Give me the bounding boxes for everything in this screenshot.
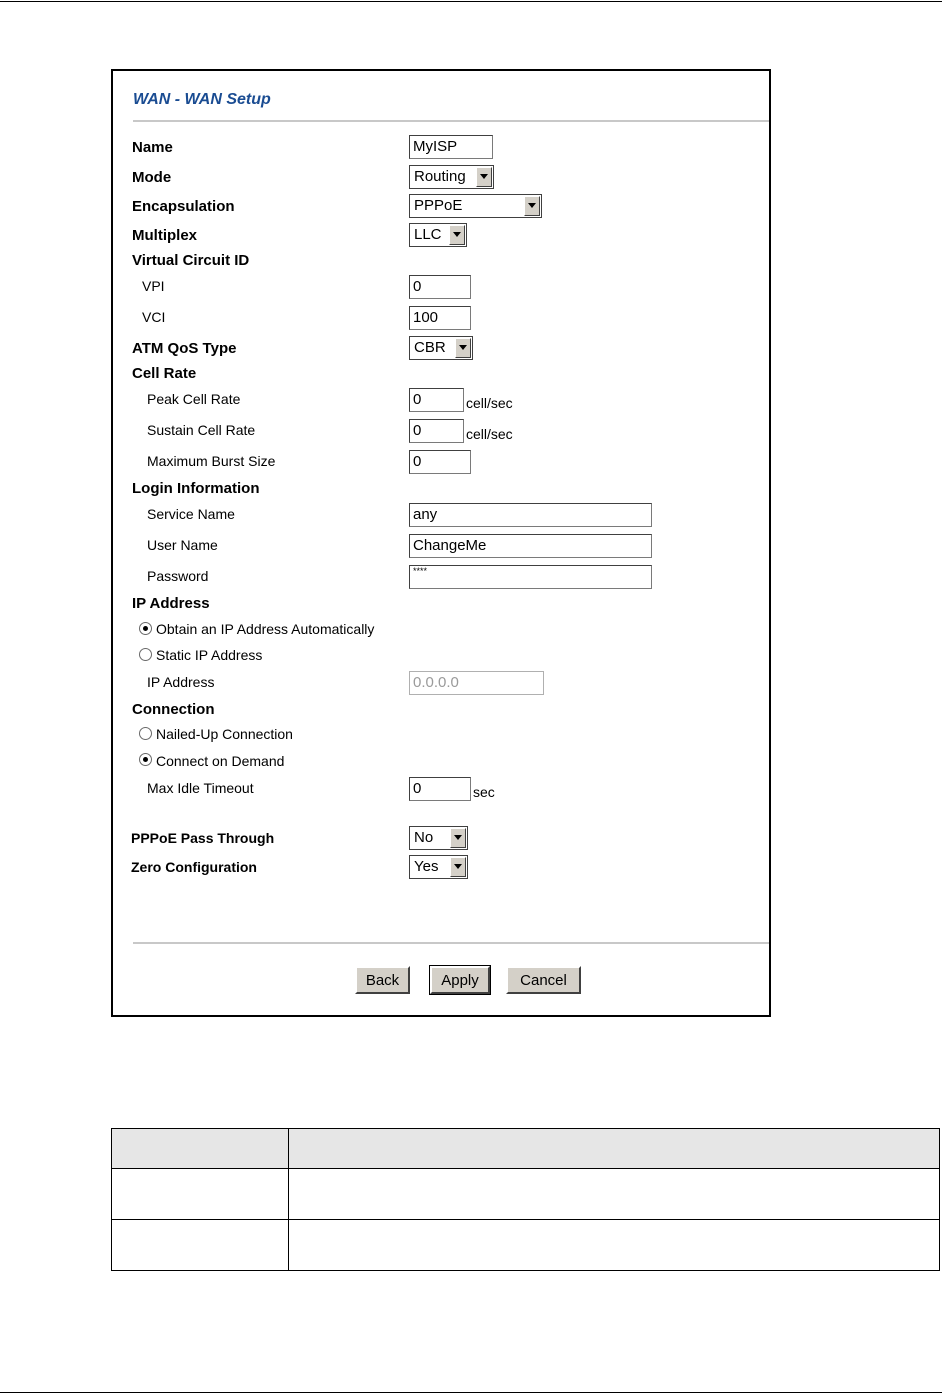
- login-information-heading: Login Information: [132, 480, 260, 497]
- maximum-burst-size-label: Maximum Burst Size: [147, 453, 276, 469]
- atm-qos-type-select[interactable]: [409, 336, 473, 360]
- chevron-down-icon: [450, 857, 466, 877]
- peak-cell-rate-unit: cell/sec: [466, 395, 513, 411]
- vpi-label: VPI: [142, 278, 165, 294]
- atm-qos-type-value: CBR: [414, 339, 446, 356]
- cell-rate-heading: Cell Rate: [132, 365, 197, 382]
- zero-configuration-label: Zero Configuration: [131, 859, 257, 875]
- password-label: Password: [147, 568, 209, 584]
- max-idle-timeout-input[interactable]: 0: [409, 777, 471, 801]
- name-label: Name: [132, 139, 173, 156]
- sustain-cell-rate-unit: cell/sec: [466, 426, 513, 442]
- title-divider: [133, 120, 769, 122]
- back-button[interactable]: Back: [355, 966, 410, 994]
- encapsulation-label: Encapsulation: [132, 198, 235, 215]
- pppoe-pass-through-label: PPPoE Pass Through: [131, 830, 275, 846]
- chevron-down-icon: [524, 196, 540, 216]
- vpi-input[interactable]: 0: [409, 275, 471, 299]
- obtain-ip-auto-radio[interactable]: [139, 622, 152, 635]
- atm-qos-type-label: ATM QoS Type: [132, 340, 237, 357]
- table-header-cell: [112, 1129, 289, 1169]
- footer-divider: [133, 942, 769, 944]
- nailed-up-label: Nailed-Up Connection: [156, 726, 293, 742]
- pppoe-pass-through-value: No: [414, 829, 434, 846]
- multiplex-label: Multiplex: [132, 227, 198, 244]
- static-ip-radio[interactable]: [139, 648, 152, 661]
- ip-address-heading: IP Address: [132, 595, 210, 612]
- connect-on-demand-label: Connect on Demand: [156, 753, 285, 769]
- connect-on-demand-radio[interactable]: [139, 753, 152, 766]
- service-name-input[interactable]: any: [409, 503, 652, 527]
- bottom-rule: [0, 1392, 942, 1393]
- table-cell: [289, 1220, 940, 1271]
- mode-label: Mode: [132, 169, 172, 186]
- mode-select[interactable]: [409, 165, 494, 189]
- mode-value: Routing: [414, 168, 466, 185]
- maximum-burst-size-input[interactable]: 0: [409, 450, 471, 474]
- max-idle-timeout-unit: sec: [473, 784, 495, 800]
- vci-label: VCI: [142, 309, 166, 325]
- user-name-label: User Name: [147, 537, 218, 553]
- name-input[interactable]: MyISP: [409, 135, 493, 159]
- pppoe-pass-through-select[interactable]: [409, 826, 468, 850]
- vci-input[interactable]: 100: [409, 306, 471, 330]
- nailed-up-radio[interactable]: [139, 727, 152, 740]
- ip-address-label: IP Address: [147, 674, 215, 690]
- encapsulation-select[interactable]: [409, 194, 542, 218]
- table-row: [112, 1220, 940, 1271]
- zero-configuration-select[interactable]: [409, 855, 468, 879]
- static-ip-label: Static IP Address: [156, 647, 263, 663]
- max-idle-timeout-label: Max Idle Timeout: [147, 780, 254, 796]
- table-cell: [112, 1169, 289, 1220]
- table-header-cell: [289, 1129, 940, 1169]
- connection-heading: Connection: [132, 701, 215, 718]
- password-input[interactable]: ****: [409, 565, 652, 589]
- virtual-circuit-id-heading: Virtual Circuit ID: [132, 252, 250, 269]
- page-title: WAN - WAN Setup: [133, 91, 271, 108]
- user-name-input[interactable]: ChangeMe: [409, 534, 652, 558]
- peak-cell-rate-input[interactable]: 0: [409, 388, 464, 412]
- encapsulation-value: PPPoE: [414, 197, 463, 214]
- chevron-down-icon: [450, 828, 466, 848]
- chevron-down-icon: [476, 167, 492, 187]
- chevron-down-icon: [455, 338, 471, 358]
- description-table: [111, 1128, 940, 1271]
- multiplex-value: LLC: [414, 226, 442, 243]
- sustain-cell-rate-input[interactable]: 0: [409, 419, 464, 443]
- table-header-row: [112, 1129, 940, 1169]
- multiplex-select[interactable]: [409, 223, 467, 247]
- sustain-cell-rate-label: Sustain Cell Rate: [147, 422, 256, 438]
- peak-cell-rate-label: Peak Cell Rate: [147, 391, 241, 407]
- wan-setup-panel: [111, 69, 771, 1017]
- table-cell: [112, 1220, 289, 1271]
- apply-button[interactable]: Apply: [430, 966, 490, 994]
- service-name-label: Service Name: [147, 506, 235, 522]
- ip-address-input[interactable]: 0.0.0.0: [409, 671, 544, 695]
- table-row: [112, 1169, 940, 1220]
- zero-configuration-value: Yes: [414, 858, 439, 875]
- top-rule: [0, 1, 942, 2]
- chevron-down-icon: [449, 225, 465, 245]
- cancel-button[interactable]: Cancel: [506, 966, 581, 994]
- obtain-ip-auto-label: Obtain an IP Address Automatically: [156, 621, 375, 637]
- table-cell: [289, 1169, 940, 1220]
